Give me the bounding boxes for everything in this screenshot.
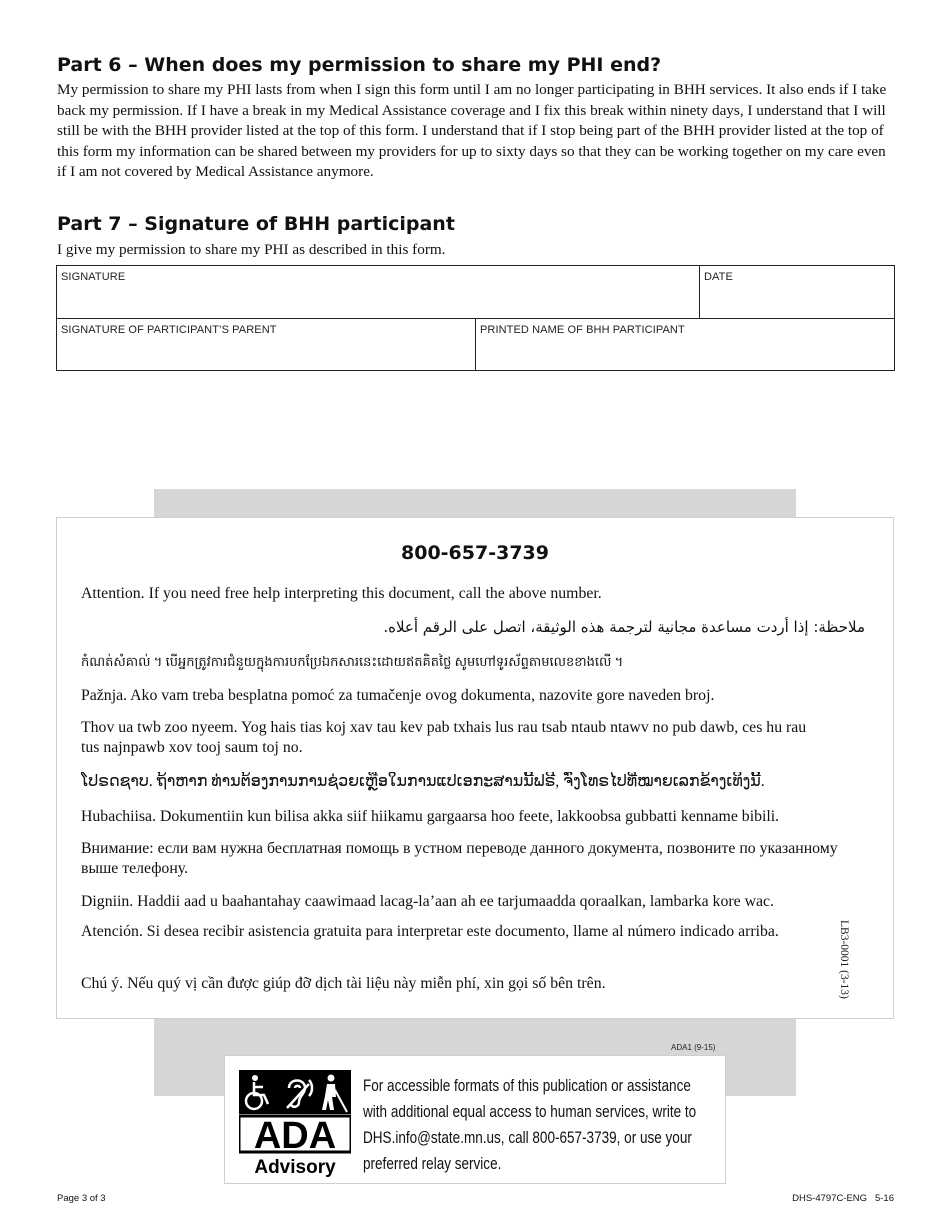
date-field[interactable]: [700, 266, 894, 319]
notice-oromo: Hubachiisa. Dokumentiin kun bilisa akka siif hiikamu gargaarsa hoo feete, lakkoobsa gubbatti kenname bibili.: [81, 808, 780, 825]
parent-signature-label: SIGNATURE OF PARTICIPANT’S PARENT: [61, 324, 277, 336]
notice-khmer: កំណត់សំគាល់ ។ បើអ្នកត្រូវការជំនួយក្នុងការបកប្រែឯកសារនេះដោយឥតគិតថ្លៃ សូមហៅទូរស័ព្ទតាមលេខខាងលើ ។: [81, 654, 624, 669]
page-number: Page 3 of 3: [57, 1193, 106, 1204]
notice-russian: Внимание: если вам нужна бесплатная помощь в устном переводе данного документа, позвоните по указанному выше телефону.: [81, 840, 838, 877]
notice-hmong: Thov ua twb zoo nyeem. Yog hais tias koj xav tau kev pab txhais lus rau tsab ntaub ntawv no pub dawb, ces hu rau tus najnpawb xov tooj saum toj no.: [81, 719, 807, 756]
part6-heading: Part 6 – When does my permission to share my PHI end?: [57, 54, 662, 76]
signature-table: [56, 265, 895, 371]
form-number: DHS-4797C-ENG 5-16: [792, 1193, 894, 1204]
part6-body: My permission to share my PHI lasts from when I sign this form until I am no longer participating in BHH services. It also ends if I take back my permission. If I have a break in my Medical Assistance coverage and I fix this break within ninety days, I understand that I will still be with the BHH provider listed at the top of this form. I understand that if I stop being part of the BHH provider listed at the top of this form my information can be shared between my providers for up to sixty days so that they can be working together on my care even if I am not covered by Medical Assistance anymore.: [57, 81, 887, 180]
ada-advisory-box: [224, 1055, 726, 1184]
notice-spanish: Atención. Si desea recibir asistencia gratuita para interpretar este documento, llame al número indicado arriba.: [81, 923, 779, 940]
notice-arabic: ملاحظة: إذا أردت مساعدة مجانية لترجمة هذه الوثيقة، اتصل على الرقم أعلاه.: [383, 618, 865, 636]
ada-form-code: ADA1 (9-15): [671, 1043, 716, 1052]
gray-band-top: [154, 489, 796, 518]
part7-heading: Part 7 – Signature of BHH participant: [57, 213, 455, 235]
notice-lao: ໂປຣດຊາບ. ຖ້າຫາກ ທ່ານຕ້ອງການການຊ່ວຍເຫຼືອໃນການແປເອກະສານນີ້ຟຣີ, ຈົ່ງໂທຣໄປທີ່ໝາຍເລກຂ້າງເທິງນີ້.: [81, 773, 765, 790]
signature-label: SIGNATURE: [61, 271, 126, 283]
date-label: DATE: [704, 271, 733, 283]
signature-field[interactable]: [57, 266, 700, 319]
ada-logo: [239, 1070, 351, 1177]
notice-vietnamese: Chú ý. Nếu quý vị cần được giúp đỡ dịch tài liệu này miễn phí, xin gọi số bên trên.: [81, 975, 606, 992]
notice-bosnian: Pažnja. Ako vam treba besplatna pomoć za tumačenje ovog dokumenta, nazovite gore naveden broj.: [81, 687, 715, 704]
notice-phone-number: 800-657-3739: [401, 542, 549, 564]
printed-name-label: PRINTED NAME OF BHH PARTICIPANT: [480, 324, 685, 336]
printed-name-field[interactable]: [476, 319, 894, 370]
ada-advisory-text: For accessible formats of this publication or assistance with additional equal access to human services, write to DHS.info@state.mn.us, call 800-657-3739, or use your preferred relay service.: [363, 1077, 697, 1173]
parent-signature-field[interactable]: [57, 319, 476, 370]
ada-logo-text: ADA: [253, 1115, 337, 1157]
part7-intro: I give my permission to share my PHI as described in this form.: [57, 241, 446, 258]
notice-somali: Digniin. Haddii aad u baahantahay caawimaad lacag-la’aan ah ee tarjumaadda qoraalkan, lambarka kore wac.: [81, 893, 774, 910]
language-notice-box: [56, 517, 894, 1019]
notice-form-code: LB3-0001 (3-13): [838, 920, 850, 999]
ada-logo-subtext: Advisory: [254, 1157, 336, 1177]
notice-english: Attention. If you need free help interpreting this document, call the above number.: [81, 585, 602, 602]
